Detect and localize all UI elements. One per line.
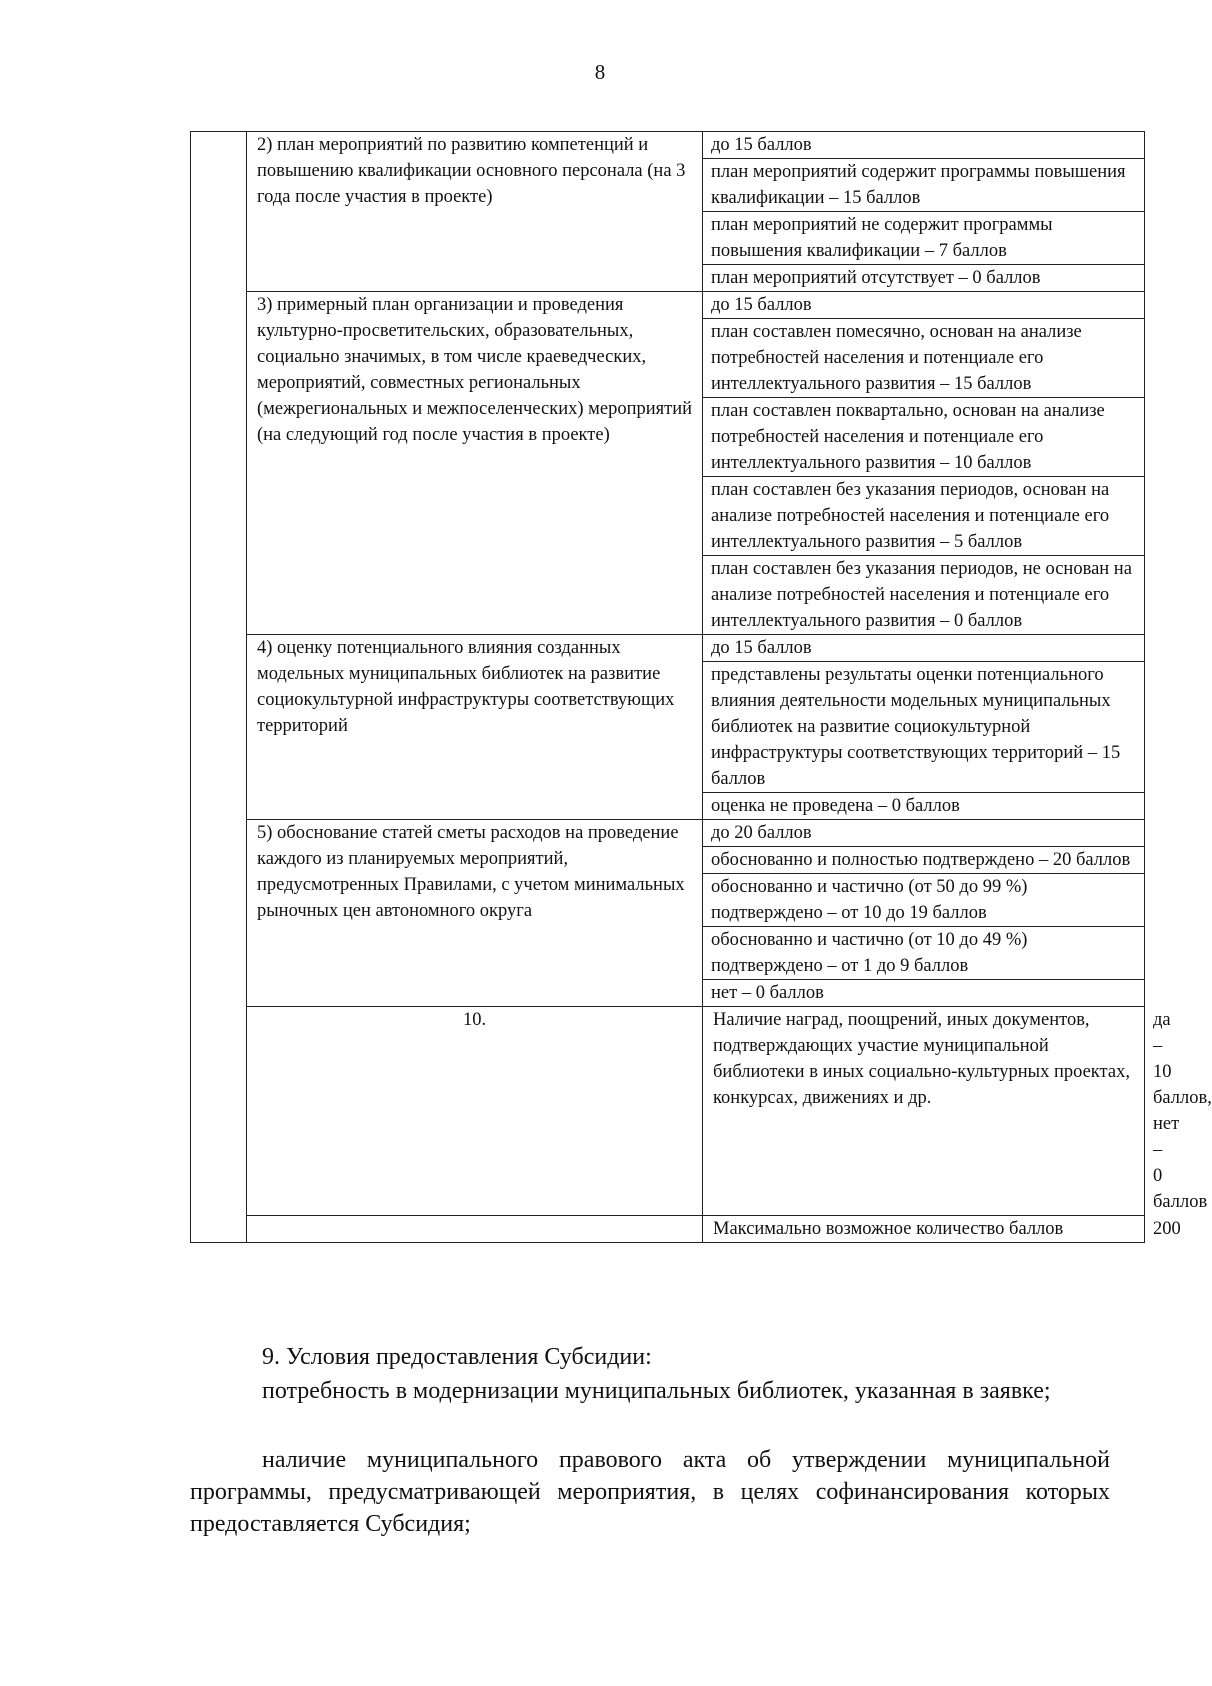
table-row: 10. Наличие наград, поощрений, иных документов, подтверждающих участие муниципальной библиотеки в иных социально-культурных проектах, конкурсах, движениях и др. да – 10 баллов, нет – 0 баллов — [191, 1007, 1145, 1216]
score-option-cell: оценка не проведена – 0 баллов — [703, 793, 1145, 820]
score-option-cell: представлены результаты оценки потенциального влияния деятельности модельных муниципальных библиотек на развитие социокультурной инфраструктуры соответствующих территорий – 15 баллов — [703, 662, 1145, 793]
criterion-cell: 5) обоснование статей сметы расходов на проведение каждого из планируемых мероприятий, предусмотренных Правилами, с учетом минимальных рыночных цен автономного округа — [247, 820, 703, 1007]
criteria-table — [190, 131, 1212, 1243]
table-row — [191, 132, 1145, 159]
criterion-cell: 3) примерный план организации и проведения культурно-просветительских, образовательных, социально значимых, в том числе краеведческих, мероприятий, совместных региональных (межрегиональных и межпоселенческих) мероприятий (на следующий год после участия в проекте) — [247, 292, 703, 635]
row-number-cell — [191, 132, 247, 1243]
row-number-cell — [247, 1216, 703, 1243]
score-option-cell: нет – 0 баллов — [703, 980, 1145, 1007]
score-option-cell: план мероприятий не содержит программы повышения квалификации – 7 баллов — [703, 212, 1145, 265]
score-option-cell: план мероприятий отсутствует – 0 баллов — [703, 265, 1145, 292]
table-row — [191, 820, 1145, 847]
score-option-cell: обоснованно и частично (от 50 до 99 %) подтверждено – от 10 до 19 баллов — [703, 874, 1145, 927]
section-title: 9. Условия предоставления Субсидии: — [262, 1344, 652, 1370]
max-score-cell: до 15 баллов — [703, 132, 1145, 159]
score-option-cell: план составлен без указания периодов, основан на анализе потребностей населения и потенциале его интеллектуального развития – 5 баллов — [703, 477, 1145, 556]
max-score-cell: до 15 баллов — [703, 292, 1145, 319]
score-option-cell: обоснованно и полностью подтверждено – 20 баллов — [703, 847, 1145, 874]
table-row — [191, 292, 1145, 319]
score-option-cell: план составлен помесячно, основан на анализе потребностей населения и потенциале его интеллектуального развития – 15 баллов — [703, 319, 1145, 398]
section-paragraph: наличие муниципального правового акта об утверждении муниципальной программы, предусматривающей мероприятия, в целях софинансирования которых предоставляется Субсидия; — [190, 1447, 1110, 1537]
score-option-cell: план составлен поквартально, основан на анализе потребностей населения и потенциале его интеллектуального развития – 10 баллов — [703, 398, 1145, 477]
score-option-cell: обоснованно и частично (от 10 до 49 %) подтверждено – от 1 до 9 баллов — [703, 927, 1145, 980]
total-label: Максимально возможное количество баллов — [703, 1216, 1145, 1243]
row-number-cell: 10. — [247, 1007, 703, 1216]
score-option-cell: план мероприятий содержит программы повышения квалификации – 15 баллов — [703, 159, 1145, 212]
table-row-total: Максимально возможное количество баллов 200 — [191, 1216, 1145, 1243]
criterion-cell: 4) оценку потенциального влияния созданных модельных муниципальных библиотек на развитие социокультурной инфраструктуры соответствующих территорий — [247, 635, 703, 820]
table-row — [191, 635, 1145, 662]
section-paragraph: потребность в модернизации муниципальных библиотек, указанная в заявке; — [262, 1378, 1051, 1404]
max-score-cell: до 20 баллов — [703, 820, 1145, 847]
criterion-cell: 2) план мероприятий по развитию компетенций и повышению квалификации основного персонала (на 3 года после участия в проекте) — [247, 132, 703, 292]
max-score-cell: до 15 баллов — [703, 635, 1145, 662]
page-number: 8 — [594, 60, 606, 84]
score-option-cell: план составлен без указания периодов, не основан на анализе потребностей населения и потенциале его интеллектуального развития – 0 баллов — [703, 556, 1145, 635]
criterion-cell: Наличие наград, поощрений, иных документов, подтверждающих участие муниципальной библиотеки в иных социально-культурных проектах, конкурсах, движениях и др. — [703, 1007, 1145, 1216]
